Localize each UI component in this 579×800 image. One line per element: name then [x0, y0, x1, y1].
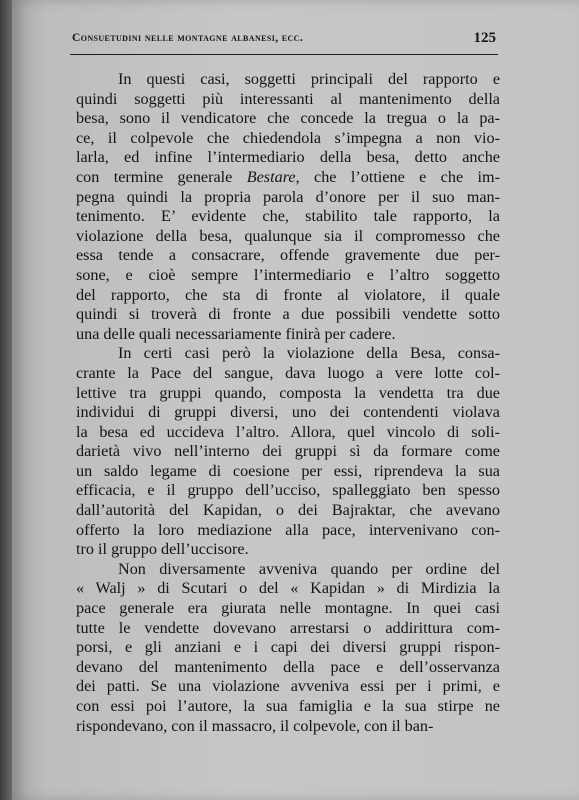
text-line: « Walj » di Scutari o del « Kapidan » di Mirdizia la — [76, 579, 500, 598]
text-line: Non diversamente avveniva quando per ordine del — [118, 559, 500, 578]
text-line: darietà vivo nell’interno dei gruppi sì da formare come — [76, 442, 500, 461]
text-line: porsi, e gli anziani e i capi dei diversi gruppi rispon- — [76, 638, 500, 657]
text-line: pegna quindi la propria parola d’onore per il suo man- — [76, 187, 500, 206]
text-line: con essi poi l’autore, la sua famiglia e la sua stirpe ne — [76, 697, 500, 715]
text-line: una delle quali necessariamente finirà per cadere. — [76, 324, 396, 343]
text-line: lettive tra gruppi quando, composta la vendetta tra due — [76, 383, 500, 402]
paragraph — [76, 344, 500, 560]
text-line: ce, il colpevole che chiedendola s’impegna a non vio- — [76, 128, 500, 147]
text-line: rispondevano, con il massacro, il colpevole, con il ban- — [76, 716, 434, 735]
text-line: dei patti. Se una violazione avveniva essi per i primi, e — [76, 677, 500, 696]
text-line: tenimento. E’ evidente che, stabilito tale rapporto, la — [76, 207, 500, 226]
text-line: tutte le vendette dovevano arrestarsi o addirittura com- — [76, 618, 500, 637]
text-line: larla, ed infine l’intermediario della besa, detto anche — [76, 148, 500, 167]
text-line: sone, e cioè sempre l’intermediario e l’altro soggetto — [76, 265, 500, 284]
header-rule — [70, 54, 498, 55]
text-line: un saldo legame di coesione per essi, riprendeva la sua — [76, 461, 500, 480]
body-text — [76, 70, 500, 736]
text-line: del rapporto, che sta di fronte al violatore, il quale — [76, 285, 500, 304]
page-header — [72, 28, 496, 50]
paragraph — [76, 70, 500, 344]
paragraph — [76, 560, 500, 736]
text-line: dall’autorità del Kapidan, o dei Bajraktar, che avevano — [76, 501, 500, 520]
text-line: essa tende a consacrare, offende gravemente due per- — [76, 246, 500, 265]
running-title: Consuetudini nelle montagne albanesi, ecc. — [72, 32, 304, 44]
text-line: tro il gruppo dell’uccisore. — [76, 540, 249, 559]
text-line: individui di gruppi diversi, uno dei contendenti violava — [76, 403, 500, 422]
text-line: efficacia, e il gruppo dell’ucciso, spalleggiato ben spesso — [76, 481, 500, 500]
page-number: 125 — [473, 30, 496, 46]
text-line: quindi soggetti più interessanti al mantenimento della — [76, 89, 500, 108]
text-line: devano del mantenimento della pace e dell’osservanza — [76, 657, 500, 676]
text-line: besa, sono il vendicatore che concede la tregua o la pa- — [76, 109, 500, 128]
text-line: violazione della besa, qualunque sia il compromesso che — [76, 226, 500, 245]
text-line: pace generale era giurata nelle montagne. In quei casi — [76, 599, 500, 618]
text-line: con termine generale Bestare, che l’ottiene e che im- — [76, 167, 500, 186]
text-line: In certi casi però la violazione della Besa, consa- — [118, 344, 500, 363]
book-spine-shadow — [0, 0, 12, 800]
text-line: crante la Pace del sangue, dava luogo a vere lotte col- — [76, 363, 500, 382]
text-line: In questi casi, soggetti principali del rapporto e — [118, 70, 500, 88]
text-line: la besa ed uccideva l’altro. Allora, quel vincolo di soli- — [76, 422, 500, 441]
text-line: offerto la loro mediazione alla pace, intervenivano con- — [76, 520, 500, 539]
text-line: quindi si troverà di fronte a due possibili vendette sotto — [76, 305, 500, 324]
